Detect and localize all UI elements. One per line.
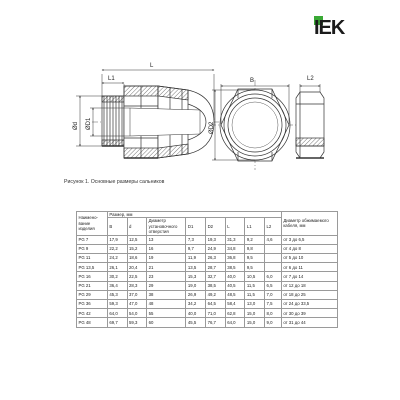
table-cell: от 24 до 33,5 [281, 299, 337, 308]
table-cell: 9,7 [186, 244, 206, 253]
header-cable: Диаметр обжимаемого кабеля, мм [281, 212, 337, 236]
table-cell: PG 9 [77, 244, 108, 253]
table-cell: 64,5 [206, 299, 226, 308]
table-cell: 21 [147, 263, 186, 272]
table-row [77, 318, 338, 327]
table-cell: 19,3 [206, 235, 226, 244]
table-cell: 34,8 [225, 244, 245, 253]
header-l: L [225, 218, 245, 235]
table-cell: PG 7 [77, 235, 108, 244]
table-cell: 49,2 [206, 290, 226, 299]
header-d: d [127, 218, 147, 235]
table-row [77, 299, 338, 308]
dim-label-l: L [150, 63, 154, 69]
edge-dimensions [300, 84, 320, 92]
table-row [77, 244, 338, 253]
table-cell: от 30 до 39 [281, 309, 337, 318]
logo-text: IEK [314, 17, 345, 39]
edge-view [296, 92, 324, 158]
table-cell: 47,0 [127, 299, 147, 308]
dim-label-d2: ØD2 [209, 121, 215, 134]
table-cell: 64,0 [225, 318, 245, 327]
table-cell: 37,0 [127, 290, 147, 299]
table-cell: 13,0 [245, 299, 265, 308]
table-cell: 36,4 [107, 281, 127, 290]
table-cell: 13,5 [186, 263, 206, 272]
table-cell: 9,0 [264, 318, 281, 327]
table-cell: PG 13,5 [77, 263, 108, 272]
header-l2: L2 [264, 218, 281, 235]
table-cell: 71,0 [206, 309, 226, 318]
table-row [77, 263, 338, 272]
table-cell: от 4 до 8 [281, 244, 337, 253]
dim-label-l1: L1 [108, 76, 115, 82]
table-row [77, 235, 338, 244]
table-cell: 59,3 [107, 299, 127, 308]
table-cell: от 7 до 14 [281, 272, 337, 281]
table-cell: 20,4 [127, 263, 147, 272]
table-cell: 38,5 [225, 263, 245, 272]
table-cell: 40,5 [225, 281, 245, 290]
table-cell: 9,8 [245, 244, 265, 253]
table-cell: 9,2 [245, 235, 265, 244]
table-cell: от 12 до 18 [281, 281, 337, 290]
table-cell: 6,0 [264, 272, 281, 281]
table-cell: 38,5 [206, 281, 226, 290]
table-cell: от 3 до 6,5 [281, 235, 337, 244]
table-cell: PG 48 [77, 318, 108, 327]
table-cell: 19 [147, 254, 186, 263]
table-cell: от 6 до 11 [281, 263, 337, 272]
dim-label-b: B [250, 78, 255, 84]
table-cell: от 18 до 25 [281, 290, 337, 299]
table-row [77, 309, 338, 318]
table-cell: от 5 до 10 [281, 254, 337, 263]
table-cell [264, 263, 281, 272]
dim-label-l2: L2 [307, 76, 314, 82]
table-cell: 36,8 [225, 254, 245, 263]
table-cell: 29 [147, 281, 186, 290]
table-cell: 24,2 [107, 254, 127, 263]
table-cell: 7,0 [264, 290, 281, 299]
header-b: B [107, 218, 127, 235]
table-body [77, 235, 338, 327]
table-cell: PG 42 [77, 309, 108, 318]
table-cell: 19,0 [186, 281, 206, 290]
table-cell: 26,3 [206, 254, 226, 263]
table-cell [264, 244, 281, 253]
table-cell: 76,7 [206, 318, 226, 327]
table-cell: 59,3 [127, 318, 147, 327]
table-cell: 15,3 [186, 272, 206, 281]
table-cell: 24,9 [206, 244, 226, 253]
table-cell: 22,2 [107, 244, 127, 253]
table-cell: 64,0 [107, 309, 127, 318]
table-cell: 10,5 [245, 272, 265, 281]
table-cell: 34,2 [186, 299, 206, 308]
table-cell: 54,0 [127, 309, 147, 318]
table-cell: 8,0 [264, 309, 281, 318]
table-cell: от 31 до 44 [281, 318, 337, 327]
table-cell: 15,2 [127, 244, 147, 253]
table-cell: 6,5 [264, 281, 281, 290]
table-cell: PG 16 [77, 272, 108, 281]
table-cell: 13 [147, 235, 186, 244]
table-cell: 15,0 [245, 309, 265, 318]
table-cell: PG 21 [77, 281, 108, 290]
table-row [77, 254, 338, 263]
header-d2: D2 [206, 218, 226, 235]
table-row [77, 272, 338, 281]
table-cell: 28,7 [206, 263, 226, 272]
header-size-group: Размер, мм [107, 212, 281, 218]
table-cell: 18,6 [127, 254, 147, 263]
header-l1: L1 [245, 218, 265, 235]
table-cell: 45,3 [107, 290, 127, 299]
table-cell: 9,5 [245, 263, 265, 272]
table-cell: 11,9 [186, 254, 206, 263]
table-cell: 58,4 [225, 299, 245, 308]
table-cell: 31,3 [225, 235, 245, 244]
table-cell: 40,0 [225, 272, 245, 281]
table-cell: 9,5 [245, 254, 265, 263]
front-view [210, 80, 300, 170]
header-name: Наимено-вание изделия [77, 212, 108, 236]
table-cell: 28,3 [127, 281, 147, 290]
table-cell: PG 36 [77, 299, 108, 308]
table-cell: 30,2 [107, 272, 127, 281]
header-hole: Диаметр установочного отверстия [147, 218, 186, 235]
table-cell: 11,5 [245, 290, 265, 299]
table-cell: 11,5 [245, 281, 265, 290]
table-cell: 26,1 [107, 263, 127, 272]
cable-gland-drawing [0, 0, 400, 180]
table-cell: 45,5 [186, 318, 206, 327]
table-cell: 40,0 [186, 309, 206, 318]
table-cell: 32,7 [206, 272, 226, 281]
table-cell: 48 [147, 299, 186, 308]
table-cell: 26,9 [186, 290, 206, 299]
table-cell: 23 [147, 272, 186, 281]
table-cell [264, 254, 281, 263]
table-cell: 15,0 [245, 318, 265, 327]
table-cell: 4,6 [264, 235, 281, 244]
figure-caption: Рисунок 1. Основные размеры сальников [64, 179, 165, 185]
specs-table [76, 211, 338, 328]
table-cell: 22,5 [127, 272, 147, 281]
table-cell: 7,3 [186, 235, 206, 244]
table-cell: 60 [147, 318, 186, 327]
table-cell: 62,8 [225, 309, 245, 318]
table-cell: PG 29 [77, 290, 108, 299]
table-row [77, 290, 338, 299]
table-cell: 48,5 [225, 290, 245, 299]
header-d1: D1 [186, 218, 206, 235]
table-cell: 12,5 [127, 235, 147, 244]
table-cell: 55 [147, 309, 186, 318]
table-row [77, 281, 338, 290]
table-cell: 69,7 [107, 318, 127, 327]
table-cell: PG 11 [77, 254, 108, 263]
table-cell: 38 [147, 290, 186, 299]
dim-label-d1: ØD1 [86, 117, 92, 130]
table-cell: 16 [147, 244, 186, 253]
dim-label-d: Ød [73, 121, 79, 130]
table-cell: 7,5 [264, 299, 281, 308]
table-cell: 17,9 [107, 235, 127, 244]
